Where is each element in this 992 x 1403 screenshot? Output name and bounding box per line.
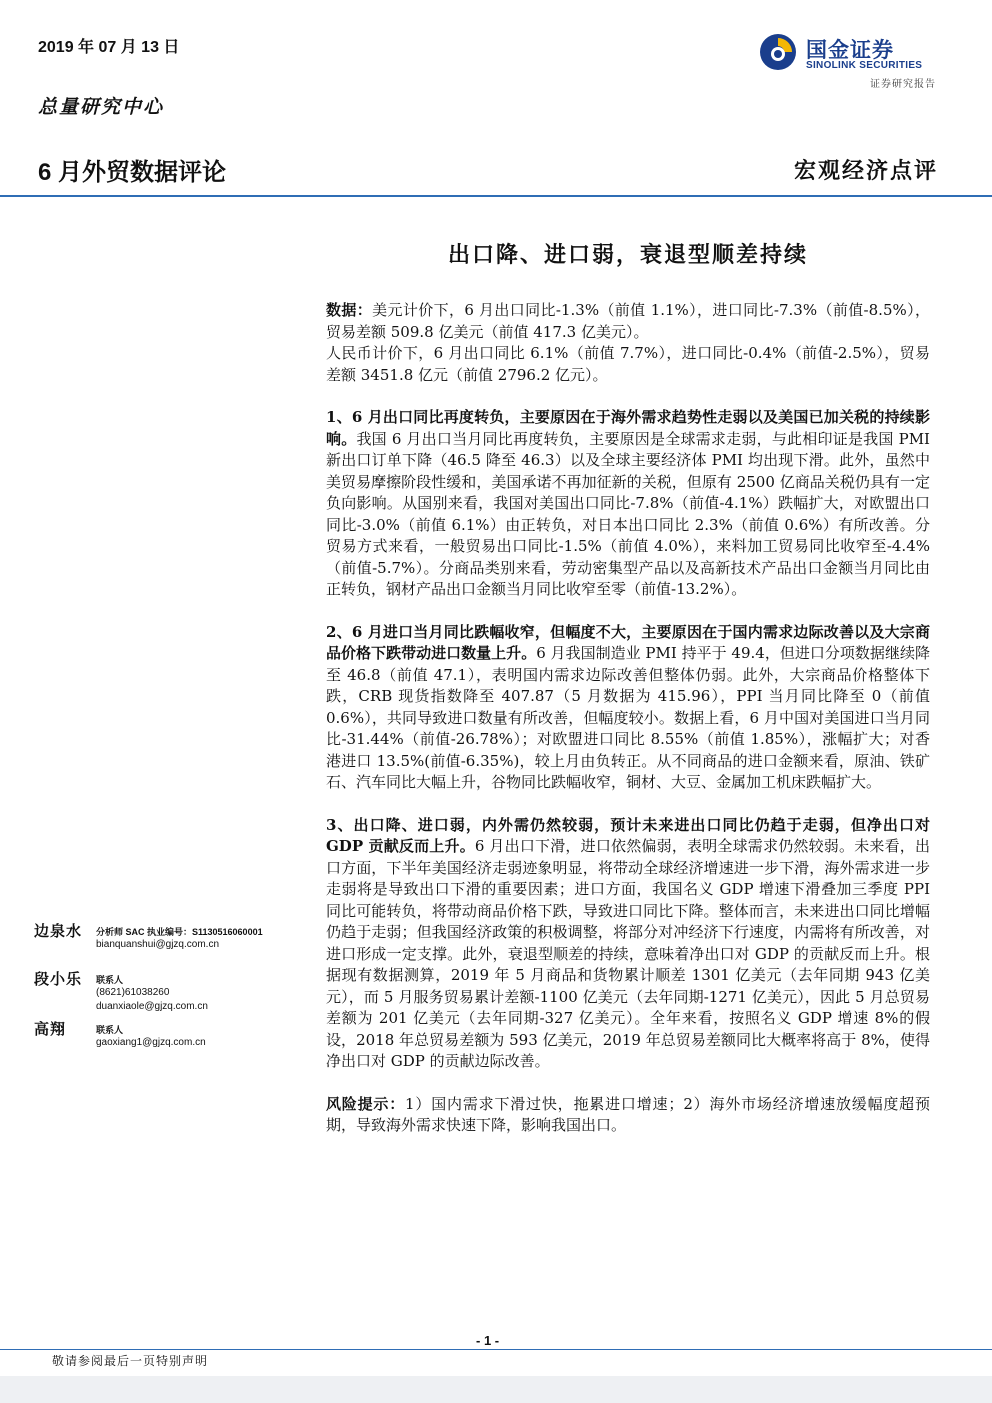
section-2-paragraph [326,622,930,794]
footer-divider [0,1349,992,1350]
contact-entry [34,1018,304,1066]
risk-paragraph [326,1094,930,1137]
contact-name: 高翔 [34,1020,67,1038]
section-1-heading: 1、6 月出口同比再度转负，主要原因在于海外需求趋势性走弱以及美国已加关税的持续影响。 [326,408,930,448]
page-number: - 1 - [476,1333,500,1348]
contact-entry [34,920,304,968]
section-2-heading: 2、6 月进口当月同比跌幅收窄，但幅度不大，主要原因在于国内需求边际改善以及大宗商品价格下跌带动进口数量上升。 [326,622,930,662]
contact-role: 分析师 SAC 执业编号：S1130516060001 [96,927,263,937]
section-3-paragraph [326,815,930,1073]
risk-label: 风险提示： [326,1094,406,1113]
section-1-text: 我国 6 月出口当月同比再度转负，主要原因是全球需求走弱，与此相印证是我国 PMI 新出口订单下降（46.5 降至 46.3）以及全球主要经济体 PMI 均出现下滑。此外，虽然中美贸易摩擦阶段性缓和，美国承诺不再加征新的关税，但原有 2500 亿商品关税仍具有一定负向影响。从国别来看，我国对美国出口同比-7.8%（前值-4.1%）跌幅扩大，对欧盟出口同比-3.0%（前值 6.1%）由正转负，对日本出口同比 2.3%（前值 0.6%）有所改善。分贸易方式来看，一般贸易出口同比-1.5%（前值 4.0%），来料加工贸易同比收窄至-4.4%（前值-5.7%）。分商品类别来看，劳动密集型产品以及高新技术产品出口金额当月同比由正转负，钢材产品出口金额当月同比收窄至零（前值-13.2%）。 [326,429,930,598]
data-paragraph-rmb [326,343,930,386]
report-title: 6 月外贸数据评论 [38,159,227,186]
report-date: 2019 年 07 月 13 日 [38,39,180,56]
section-3-heading: 3、出口降、进口弱，内外需仍然较弱，预计未来进出口同比仍趋于走弱，但净出口对 GDP 贡献反而上升。 [326,815,930,855]
contact-name: 段小乐 [34,970,83,988]
section-2-text: 6 月我国制造业 PMI 持平于 49.4，但进口分项数据继续降至 46.8（前值 47.1），表明国内需求边际改善但整体仍弱。此外，大宗商品价格整体下跌，CRB 现货指数降至 407.87（5 月数据为 415.96），PPI 当月同比降至 0（前值 0.6%），共同导致进口数量有所改善，但幅度较小。数据上看，6 月中国对美国进口当月同比-31.44%（前值-26.78%）；对欧盟进口同比 8.55%（前值 1.85%），涨幅扩大；对香港进口 13.5%(前值-6.35%)，较上月由负转正。从不同商品的进口金额来看，原油、铁矿石、汽车同比大幅上升，谷物同比跌幅收窄，铜材、大豆、金属加工机床跌幅扩大。 [326,644,930,791]
logo-subtitle: 证券研究报告 [870,79,936,90]
contact-name: 边泉水 [34,922,83,940]
logo-chinese-name: 国金证券 [806,39,894,62]
risk-text: 1）国内需求下滑过快，拖累进口增速；2）海外市场经济增速放缓幅度超预期，导致海外需求快速下降，影响我国出口。 [326,1094,930,1134]
data-label: 数据： [326,301,373,319]
research-center-name: 总量研究中心 [38,96,165,118]
contact-role: 联系人 [96,1025,124,1035]
company-logo [758,30,958,92]
contact-entry [34,968,304,1018]
section-1-paragraph [326,407,930,601]
contact-email[interactable]: gaoxiang1@gjzq.com.cn [96,1037,206,1048]
header-divider [0,195,992,197]
data-paragraph-usd [326,300,930,343]
sinolink-logo-icon [758,32,798,72]
article-body [326,300,930,1158]
disclaimer-note: 敬请参阅最后一页特别声明 [52,1354,209,1368]
contact-role: 联系人 [96,975,124,985]
data-line-usd: 美元计价下，6 月出口同比-1.3%（前值 1.1%），进口同比-7.3%（前值-8.5%），贸易差额 509.8 亿美元（前值 417.3 亿美元）。 [326,301,930,341]
contact-email[interactable]: duanxiaole@gjzq.com.cn [96,1001,208,1012]
data-line-rmb: 人民币计价下，6 月出口同比 6.1%（前值 7.7%），进口同比-0.4%（前值-2.5%），贸易差额 3451.8 亿元（前值 2796.2 亿元）。 [326,344,930,384]
contact-phone: (8621)61038260 [96,987,170,998]
contact-email[interactable]: bianquanshui@gjzq.com.cn [96,939,220,950]
section-3-text: 6 月出口下滑，进口依然偏弱，表明全球需求仍然较弱。未来看，出口方面，下半年美国经济走弱迹象明显，将带动全球经济增速进一步下滑，海外需求进一步走弱将是导致出口下滑的重要因素；进口方面，我国名义 GDP 增速下滑叠加三季度 PPI 同比可能转负，将带动商品价格下跌，导致进口同比下降。整体而言，未来进出口同比增幅仍趋于走弱；但我国经济政策的积极调整，将部分对冲经济下行速度，内需将有所改善，对进口形成一定支撑。此外，衰退型顺差的持续，意味着净出口对 GDP 的贡献反而上升。根据现有数据测算，2019 年 5 月商品和货物累计顺差 1301 亿美元（去年同期 943 亿美元），而 5 月服务贸易累计差额-1100 亿美元（去年同期-1271 亿美元），因此 5 月总贸易差额为 201 亿美元（去年同期-327 亿美元）。全年来看，按照名义 GDP 增速 8%的假设，2018 年总贸易差额为 593 亿美元，2019 年总贸易差额同比大概率将高于 8%，使得净出口对 GDP 的贡献边际改善。 [326,837,930,1070]
footer-band [0,1376,992,1403]
analyst-contacts [34,920,304,1066]
report-type: 宏观经济点评 [793,158,938,184]
logo-english-name: SINOLINK SECURITIES [806,60,923,71]
article-headline: 出口降、进口弱，衰退型顺差持续 [447,242,808,268]
